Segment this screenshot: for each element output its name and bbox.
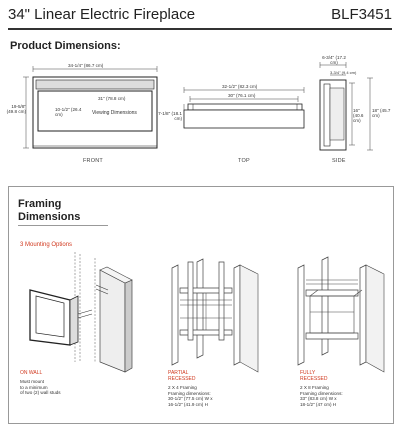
- top-depth: 7-1/8" (18.1 cm): [158, 111, 182, 121]
- front-overall-height: 19-5/8" (49.8 cm): [6, 104, 26, 114]
- front-overall-width: 34-1/4" (86.7 cm): [68, 63, 104, 68]
- option-partial-recessed: PARTIAL RECESSED 2 X 4 Framing Framing dimensions: 30-1/2" (77.5 cm) W x 16-1/2" (41.9 cm) H: [168, 370, 213, 407]
- side-inner-height: 16" (40.6 cm): [353, 108, 364, 123]
- side-view-label: SIDE: [332, 158, 346, 164]
- top-overall-width: 32-1/2" (82.3 cm): [222, 84, 258, 89]
- mounting-options-label: 3 Mounting Options: [20, 242, 73, 248]
- option-on-wall: ON WALL Must mount to a minimum of two (2) wall studs: [20, 370, 61, 396]
- side-depth: 6-3/4" (17.2 cm): [322, 55, 346, 65]
- option-fully-recessed: FULLY RECESSED 2 X 8 Framing Framing dimensions: 33" (83.8 cm) W x 18-1/2" (47 cm) H: [300, 370, 343, 407]
- product-dimensions-title: Product Dimensions:: [10, 40, 121, 52]
- top-inner-width: 30" (76.1 cm): [228, 93, 256, 98]
- front-view-label: FRONT: [83, 158, 103, 164]
- front-viewing-label: Viewing Dimensions: [92, 110, 137, 116]
- top-view-label: TOP: [238, 158, 250, 164]
- side-overall-height: 18" (45.7 cm): [372, 108, 391, 118]
- framing-title: Framing Dimensions: [18, 198, 81, 223]
- front-viewing-width: 31" (78.8 cm): [98, 96, 126, 101]
- document-title: 34" Linear Electric Fireplace: [8, 6, 196, 23]
- front-viewing-height: 10-1/2" (26.4 cm): [55, 107, 82, 117]
- model-number: BLF3451: [331, 6, 392, 23]
- side-inner-depth: 3-3/4" (9.4 cm): [330, 70, 357, 75]
